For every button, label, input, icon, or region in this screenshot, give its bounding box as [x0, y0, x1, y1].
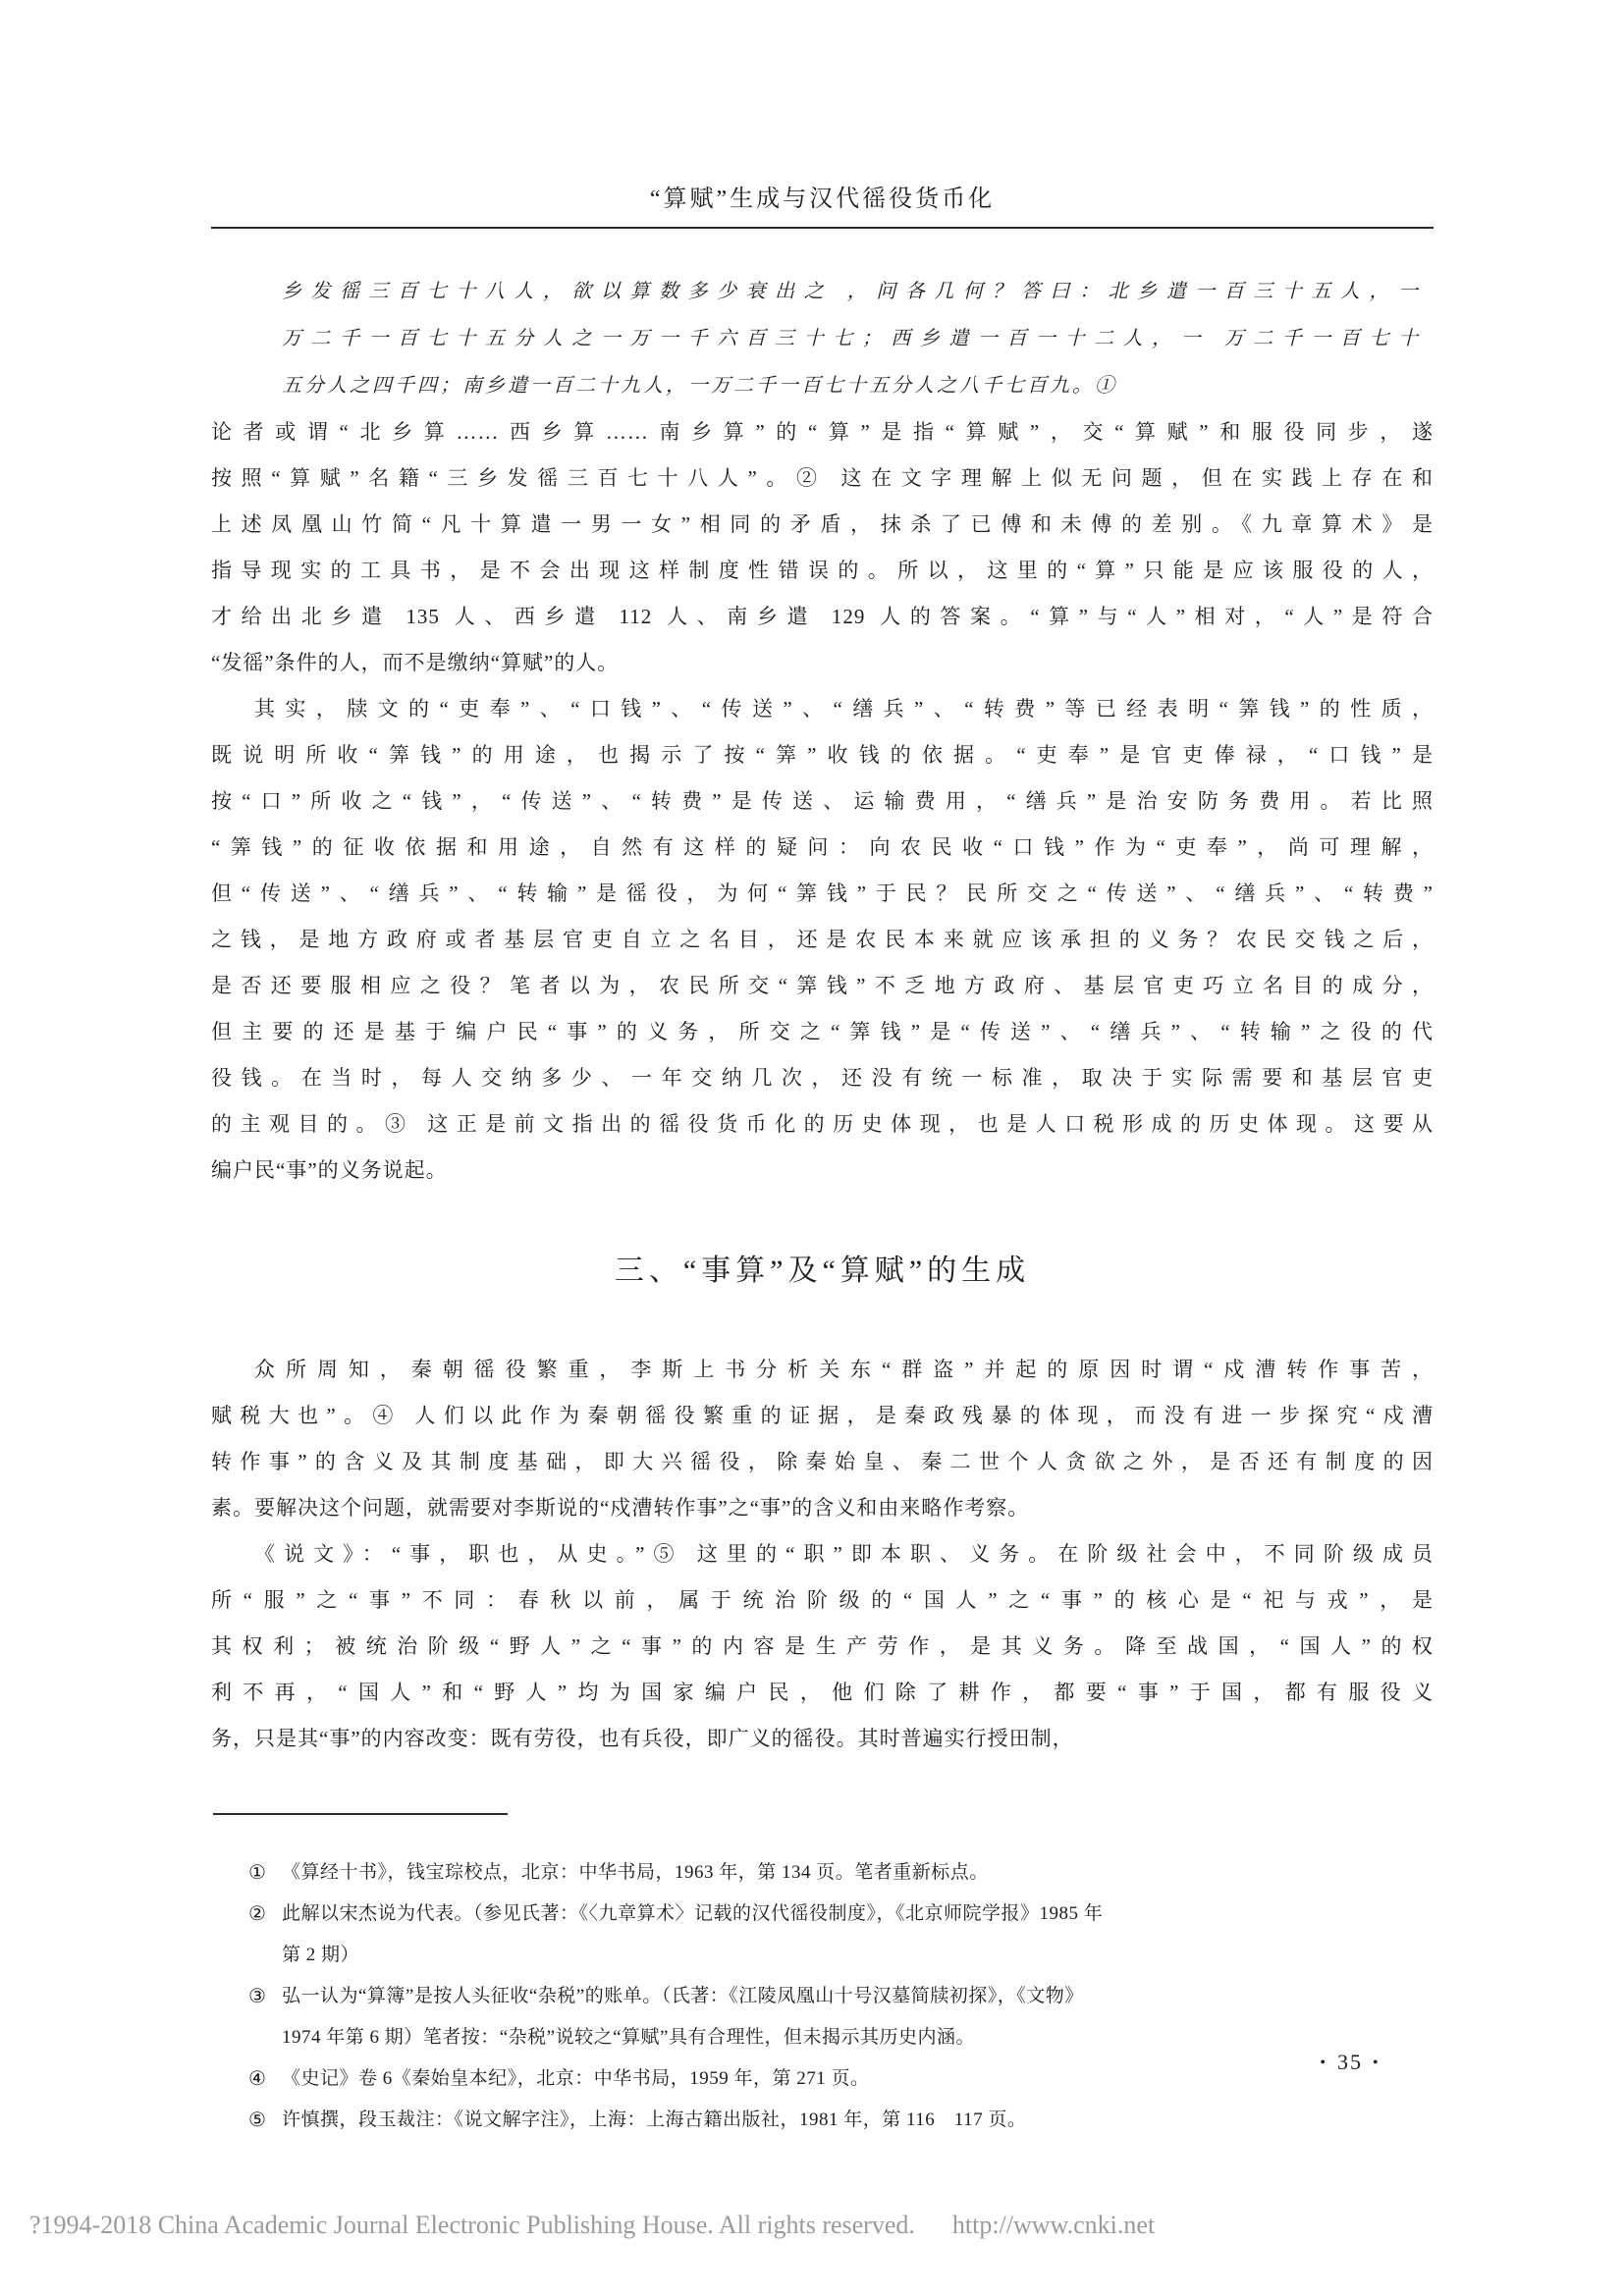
body-text-line: 赋税大也”。④ 人们以此作为秦朝徭役繁重的证据，是秦政残暴的体现，而没有进一步探究“戍漕	[211, 1404, 1434, 1427]
footnote-item	[211, 1894, 1434, 1976]
body-text-line: 其实，牍文的“吏奉”、“口钱”、“传送”、“缮兵”、“转费”等已经表明“筭钱”的性质，	[254, 697, 1434, 721]
page-title: “算赋”生成与汉代徭役货币化	[649, 187, 996, 212]
body-text-line: 其权利；被统治阶级“野人”之“事”的内容是生产劳作，是其义务。降至战国，“国人”的权	[211, 1634, 1434, 1658]
body-text-line: 众所周知，秦朝徭役繁重，李斯上书分析关东“群盗”并起的原因时谓“戍漕转作事苦，	[254, 1358, 1434, 1381]
watermark-copyright: ?1994-2018 China Academic Journal Electronic Publishing House. All rights reserved.	[29, 2211, 915, 2239]
paragraph-2	[211, 686, 1434, 1194]
footnote-line: 《史记》卷 6《秦始皇本纪》，北京：中华书局，1959 年，第 271 页。	[282, 2068, 870, 2089]
header-rule	[211, 227, 1434, 229]
body-text-line: 素。要解决这个问题，就需要对李斯说的“戍漕转作事”之“事”的含义和由来略作考察。	[211, 1496, 1030, 1520]
page-number-dot-left: •	[1320, 2055, 1327, 2071]
footnote-marker: ②	[248, 1903, 267, 1925]
footnote-line: 《算经十书》，钱宝琮校点，北京：中华书局，1963 年，第 134 页。笔者重新标点。	[282, 1862, 989, 1883]
watermark-url: http://www.cnki.net	[951, 2211, 1156, 2239]
body-text-line: 但主要的还是基于编户民“事”的义务，所交之“筭钱”是“传送”、“缮兵”、“转输”之役的代	[211, 1020, 1434, 1043]
paragraph-1	[211, 409, 1434, 686]
paragraph-4	[211, 1531, 1434, 1762]
body-text-line: 才给出北乡遣 135 人、西乡遣 112 人、南乡遣 129 人的答案。“算”与“人”相对，“人”是符合	[211, 605, 1434, 628]
quote-block	[282, 268, 1421, 409]
quote-line: 万二千一百七十五分人之一万一千六百三十七；西乡遣一百一十二人，一 万二千一百七十	[282, 328, 1421, 349]
page-content	[211, 0, 1434, 2141]
body-text-line: 务，只是其“事”的内容改变：既有劳役，也有兵役，即广义的徭役。其时普遍实行授田制，	[211, 1727, 1074, 1750]
body-text-line: 上述凤凰山竹简“凡十算遣一男一女”相同的矛盾，抹杀了已傅和未傅的差别。《九章算术》是	[211, 512, 1434, 536]
body-text-line: 利不再，“国人”和“野人”均为国家编户民，他们除了耕作，都要“事”于国，都有服役义	[211, 1681, 1434, 1704]
footnote-separator	[213, 1813, 508, 1815]
body-text-line: 之钱，是地方政府或者基层官吏自立之名目，还是农民本来就应该承担的义务？农民交钱之后，	[211, 928, 1434, 951]
body-text-line: 按“口”所收之“钱”，“传送”、“转费”是传送、运输费用，“缮兵”是治安防务费用。若比照	[211, 789, 1434, 813]
quote-line: 乡发徭三百七十八人，欲以算数多少衰出之 ，问各几何？答曰：北乡遣一百三十五人，一	[282, 281, 1421, 302]
body-text-line: 编户民“事”的义务说起。	[211, 1158, 448, 1182]
footnote-marker: ③	[248, 1986, 267, 2007]
body-text-line: “发徭”条件的人，而不是缴纳“算赋”的人。	[211, 651, 620, 674]
body-text-line: 《说文》：“事，职也，从史。”⑤ 这里的“职”即本职、义务。在阶级社会中，不同阶级成员	[254, 1542, 1434, 1566]
body-text-line: 指导现实的工具书，是不会出现这样制度性错误的。所以，这里的“算”只能是应该服役的人，	[211, 559, 1434, 582]
footnote-marker: ④	[248, 2068, 267, 2090]
body-text-line: 役钱。在当时，每人交纳多少、一年交纳几次，还没有统一标准，取决于实际需要和基层官吏	[211, 1066, 1434, 1090]
body-text-line: 但“传送”、“缮兵”、“转输”是徭役，为何“筭钱”于民？民所交之“传送”、“缮兵”、“转费”	[211, 881, 1434, 905]
body-text-line: 按照“算赋”名籍“三乡发徭三百七十八人”。② 这在文字理解上似无问题，但在实践上存在和	[211, 466, 1434, 490]
body-text-line: 论者或谓“北乡算……西乡算……南乡算”的“算”是指“算赋”，交“算赋”和服役同步，遂	[211, 420, 1434, 444]
footnote-item	[211, 1976, 1434, 2058]
footnote-line: 此解以宋杰说为代表。（参见氏著：《〈九章算术〉记载的汉代徭役制度》，《北京师院学报》1985 年	[282, 1903, 1104, 1924]
footnote-line: 1974 年第 6 期）笔者按：“杂税”说较之“算赋”具有合理性，但未揭示其历史内涵。	[282, 2027, 975, 2048]
body-text-line: 是否还要服相应之役？笔者以为，农民所交“筭钱”不乏地方政府、基层官吏巧立名目的成分，	[211, 974, 1434, 997]
paragraph-3	[211, 1347, 1434, 1531]
footnote-item	[211, 1852, 1434, 1894]
footer-watermark	[29, 2211, 1404, 2240]
footnote-item	[211, 2058, 1434, 2100]
footnote-marker: ⑤	[248, 2109, 267, 2131]
quote-line: 五分人之四千四；南乡遣一百二十九人，一万二千一百七十五分人之八千七百九。①	[282, 375, 1117, 397]
page-number-dot-right: •	[1373, 2055, 1380, 2071]
page-number	[1281, 2050, 1419, 2075]
footnotes-block	[211, 1852, 1434, 2141]
body-text-line: 所“服”之“事”不同：春秋以前，属于统治阶级的“国人”之“事”的核心是“祀与戎”，是	[211, 1588, 1434, 1612]
body-text-line: 转作事”的含义及其制度基础，即大兴徭役，除秦始皇、秦二世个人贪欲之外，是否还有制度的因	[211, 1450, 1434, 1473]
footnote-marker: ①	[248, 1862, 267, 1884]
page-number-value: 35	[1337, 2050, 1363, 2074]
footnote-line: 第 2 期）	[282, 1945, 360, 1965]
footnote-line: 弘一认为“算簿”是按人头征收“杂税”的账单。（氏著：《江陵凤凰山十号汉墓简牍初探》，《文物》	[282, 1986, 1084, 2006]
body-text-line: “筭钱”的征收依据和用途，自然有这样的疑问：向农民收“口钱”作为“吏奉”，尚可理解，	[211, 835, 1434, 859]
body-text-line: 既说明所收“筭钱”的用途，也揭示了按“筭”收钱的依据。“吏奉”是官吏俸禄，“口钱”是	[211, 743, 1434, 767]
footnote-line: 许慎撰，段玉裁注：《说文解字注》，上海：上海古籍出版社，1981 年，第 116 117 页。	[282, 2109, 1027, 2130]
section-heading: 三、“事算”及“算赋”的生成	[614, 1255, 1031, 1287]
footnote-item	[211, 2100, 1434, 2141]
body-text-line: 的主观目的。③ 这正是前文指出的徭役货币化的历史体现，也是人口税形成的历史体现。这要从	[211, 1112, 1434, 1136]
